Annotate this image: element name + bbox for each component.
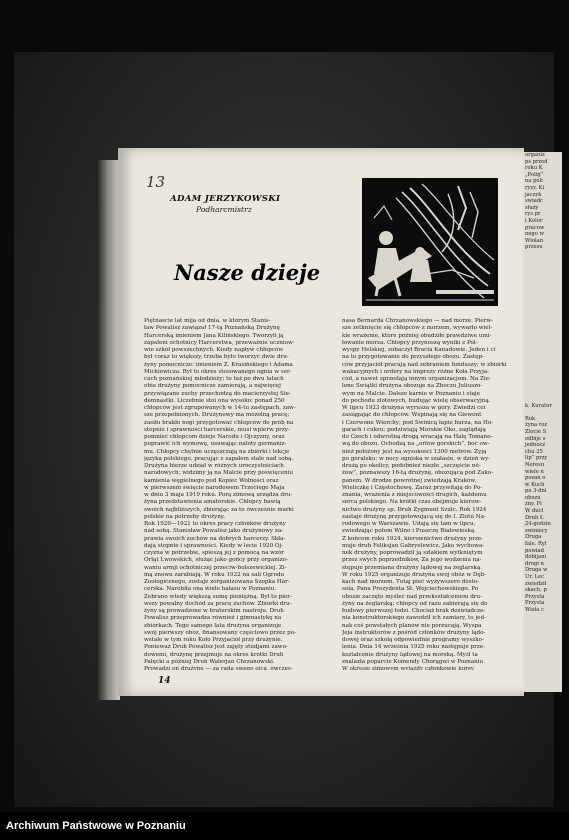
body-text-line: wakacyjnych i ordery na imprezy różne Koła Przyja- [342, 368, 490, 375]
facing-page-text-line [522, 284, 562, 291]
facing-page-text-line: zwiedził [525, 580, 547, 587]
body-text-line: sola, Pana Prezydenta St. Wojciechowskiego. Po [342, 586, 479, 593]
facing-page-text-line [522, 323, 562, 330]
facing-page-text-line: Przysta [525, 593, 545, 600]
body-text-line: kie wrażenie, które później obudziło prawdziwe umi- [342, 332, 492, 339]
facing-page-text-line [522, 389, 562, 396]
article-title: Nasze dzieje [174, 260, 321, 285]
body-text-line: kamienia węgielnego pod Kopiec Wolności oraz [144, 477, 279, 484]
body-text-line: lone Świątki drużyna obozuje na Zboczu Juliuszo- [342, 383, 483, 390]
body-text-line: prawia swoich zuchów na dobrych harcerzy. Skła- [144, 535, 286, 542]
body-text-line: wyspy Helskiej, zobaczył Bracia Kanadowie. Jeden i ci [342, 347, 496, 353]
body-text-line: czyzna w potrzebie, spieszą jej z pomocą na wzór [144, 550, 284, 556]
facing-page-text-line [522, 277, 562, 284]
facing-page-text-line [522, 258, 562, 265]
body-text-line: znania, wrażenia z miejscowości drugich, każdemu [342, 492, 487, 498]
facing-page-text-line [522, 337, 562, 344]
body-text-line: ciół, a nawet sprzedają innym organizacjom. Na Zie- [342, 376, 491, 382]
facing-page-text-line: k. Kurator [525, 402, 552, 409]
body-text-line: przywiązane zuchy przechodzą do macierzystej Sie- [144, 390, 291, 397]
body-text-line: nad sobą. Stanisław Powalisz jako drużynowy za- [144, 528, 284, 535]
book-spine [98, 160, 120, 700]
body-text-line: Zebrano wtedy większą sumę pieniężną. Był to pier- [144, 593, 292, 600]
body-text-line: ców przyjaciół pracują nad zebraniem funduszy; w zbiórki [342, 361, 507, 368]
facing-page-text-line: pozan o [525, 475, 546, 482]
body-text-line: muje druh Feliksjan Gabryelewicz. Jako wychowa- [342, 542, 485, 549]
body-text-line: mu. Chłopcy chętnie uczęszczają na zbiórki i lekcje [144, 448, 290, 455]
facing-page-text-line: Druga [525, 534, 542, 541]
body-text-line: na to przygotowanie do przyszłego obozu. Zastęp- [342, 354, 484, 361]
facing-page-text-line [522, 370, 562, 377]
body-text-line: Prowadzi on drużynę — za radą swego ojca, ówczes- [144, 666, 293, 670]
facing-page-text-line: skach, p [525, 587, 547, 594]
body-text-line: drużą po okolicy, podobnież niezłe „szczęście nó- [342, 463, 481, 469]
body-text-line: w pierwszem święcie narodowem Trzeciego Maja [144, 484, 285, 491]
facing-page-text-line: Przysta [525, 600, 545, 607]
woodcut-illustration [362, 178, 498, 306]
body-text-line: Piętnaście lat mija od dnia, w którym Stanis- [144, 318, 271, 324]
facing-page-text-line: 24-godzin [525, 521, 551, 528]
body-text-line: lenia. Dnia 14 września 1925 roku następuje prze- [342, 644, 485, 651]
facing-page-text-line: obozu [525, 494, 541, 501]
body-text-line: cach poznańskiej młodzieży; to też po dwu latach [144, 376, 284, 382]
body-text-line: garach i cukru; podziwiają Morskie Oko, zaglądają [342, 426, 486, 433]
body-text-line: dowej oraz szkolą odpowiednie programy wyszko- [342, 637, 484, 643]
body-text-line: panem. W drodze powrotnej zwiedzają Kraków, [342, 477, 477, 484]
facing-page-text-line: Ur. Lec [525, 574, 544, 580]
body-text-line: narodowych; widzimy ją na Malcie przy poświęceniu [144, 470, 294, 477]
body-text-line: do Czech i odwrotną drogą wracają na Halę Tomano- [342, 434, 493, 440]
facing-page-text-line [522, 317, 562, 324]
facing-page-text-line [522, 396, 562, 403]
facing-page-text-line: zny. Pi [525, 501, 542, 508]
facing-page-text-line: roku K [525, 165, 543, 172]
body-text-line: zapaleni ochotnicy Harcerstwa, przeważnie uczniow- [144, 339, 295, 346]
facing-page-text-line: Druga w [525, 567, 548, 574]
body-text-line: zasiągając do chłopców. Wspinają się na Giewont [342, 412, 482, 419]
facing-page-text-line: Druh Ł [525, 514, 544, 521]
body-text-line: poprawić ich wymowę, usuwając naloty germaniz- [144, 441, 287, 448]
facing-page-text-line: ryzy. Ki [525, 184, 545, 191]
body-text-line: wym na Malcie. Dalsze karnie w Poznaniu i staje [342, 390, 480, 397]
facing-page-text-line: chu 25 [525, 448, 543, 455]
body-text-line: znalazła poparcie Komendy Chorągwi w Poznaniu [342, 658, 484, 665]
facing-page-text-line: zwiniecy [525, 527, 548, 534]
body-text-line: po góralsku: w nocy ogniska w szałasie, w dzień wy- [342, 455, 491, 462]
body-text-line: nictwo drużyny sp. Druh Zygmunt Szulc. Rok 1924 [342, 506, 487, 513]
body-text-line: kształcenie drużyny lądowej na morską. Myśl ta [342, 651, 478, 658]
facing-page-text-line: po 3-dni [525, 488, 547, 495]
body-text-line: do pochodu zlotowych, budując wielę obserwacyjną. [342, 397, 491, 404]
text-column-left [144, 318, 324, 670]
facing-page-text-line [522, 264, 562, 271]
body-text-line: W okresie zimowym wyjazdy członkowie kursy, [342, 666, 475, 670]
body-text-line: przez swych poprzedników. Za jego wodzenia na- [342, 557, 482, 564]
facing-page-text-line: żyna roz [525, 422, 548, 429]
facing-page-text-line: powiad [525, 547, 544, 554]
facing-page [522, 152, 562, 692]
facing-page-text-line [522, 343, 562, 350]
article-author: ADAM JERZYKOWSKI [170, 194, 281, 204]
document-page [118, 148, 524, 696]
body-text-line: pomnieć chłopcom dzieje Narodu i Ojczyzny, oraz [144, 434, 285, 440]
body-text-line: Powalisz przeprowadza również i gimnastykę na [144, 615, 282, 622]
body-text-line: żów”, poznawszy 16-tą drużynę, obozującą pod Zako- [342, 470, 494, 477]
facing-page-text-line [522, 271, 562, 278]
body-text-line: Orląt Lwowskich, służąc jako gońcy przy organizo- [144, 557, 288, 564]
body-text-line: obozie zaczęto myśleć nad przekształceniem dru- [342, 593, 482, 600]
facing-page-text-line: W ducł [525, 508, 544, 515]
body-text-line: Pałęcki a później Druh Walerjan Chrzanowski. [144, 658, 275, 665]
body-text-line: Drużyna bierze udział w różnych uroczystościach [144, 463, 284, 469]
facing-page-text-line [522, 376, 562, 383]
body-text-line: Z końcem roku 1924, kierownictwo drużyny prze- [342, 535, 484, 542]
body-text-line: stępuje przemiana drużyny lądowej na żeglarską. [342, 564, 483, 571]
body-text-line: cerska. Narobiła ona wiele hałasu w Poznaniu. [144, 586, 277, 593]
facing-page-text-line [522, 350, 562, 357]
facing-page-text-line: drogi n [525, 560, 544, 567]
body-text-line: W roku 1925 organizuje drużyna swój obóz w Dęb- [342, 571, 487, 578]
author-role: Podharcmistrz [196, 205, 252, 214]
facing-page-text-line: rys pr [525, 211, 541, 218]
facing-page-text-line: przesu [525, 244, 543, 251]
body-text-line: polskie na potrzeby drużyny. [144, 513, 225, 520]
facing-page-text-line: pracow [525, 224, 545, 231]
facing-page-text-line: lip” przy [525, 455, 548, 462]
body-text-line: w dniu 3 maja 1919 roku. Porą zimową urządza dru- [144, 492, 293, 498]
facing-page-text-line [522, 409, 562, 416]
body-text-line: nak coś powstałych planów nie porzucają. Wyspa [342, 622, 482, 629]
facing-page-text-line: Rok [525, 415, 536, 422]
facing-page-text-line: jaczyk [525, 191, 542, 198]
body-text-line: Ponieważ Druh Powalisz jest zajęty studjami zawo- [144, 644, 288, 651]
body-text-line: Wieliczkę i Częstochowę. Zaraz przywitają do Po- [342, 484, 483, 491]
facing-page-text-line [522, 330, 562, 337]
facing-page-text-line [522, 304, 562, 311]
body-text-line: Zoologicznego, zostaje zorganizowana Szopka Har- [144, 579, 290, 585]
facing-page-text-line: swiadc [525, 198, 544, 205]
body-text-line: żyny na żeglarską; chłopcy od razu zabierają się do [342, 600, 488, 607]
body-text-line: wie szkół powszechnych. Kiedy napływ chłopców [144, 347, 284, 353]
facing-page-text-line: wiele n [525, 468, 544, 475]
handwritten-page-mark: 13 [146, 173, 166, 191]
facing-page-text-line: w Kuch [525, 481, 545, 488]
facing-page-text-line [522, 383, 562, 390]
body-text-line: swój pierwszy obóz, finansowany częściowo przez po- [144, 629, 296, 636]
page-number: 14 [158, 676, 171, 686]
facing-page-text-line: jednocz [525, 442, 546, 449]
facing-page-text-line: odbije s [525, 435, 546, 442]
body-text-line: stopnie i sprawności harcerskie, musi wpierw przy- [144, 426, 290, 433]
facing-page-text-line [522, 363, 562, 370]
facing-page-text-line: nego w [525, 231, 544, 238]
facing-page-text-line [522, 297, 562, 304]
body-text-line: języka polskiego, pracując z zapałem stale nad sobą. [144, 455, 294, 462]
body-text-line: dowemi, drużynę przejmuje na okres krótki Druh [144, 651, 284, 658]
body-text-line: zastaje drużynę przygotowującą się do I. Zlotu Na- [342, 513, 486, 520]
body-text-line: żyny pomocnicze: imieniem Z. Krasińskiego i Adama [144, 361, 293, 368]
body-text-line: Harcerską imieniem Jana Kilińskiego. Tworzyli ją [144, 332, 284, 339]
body-text-line: swoich najbliższych, zbierając za to ówcześnie marki [144, 506, 294, 513]
body-text-line: wszy powalny dochód za pracę zuchów. Zbiórki dru- [144, 600, 292, 607]
body-text-line: żyny są prowadzone w braterskim nastroju. Druh [144, 608, 284, 614]
body-text-line: waniu armji ochotniczej przeciw-bolszewickiej. Zi- [144, 564, 287, 571]
facing-page-text-line: służy [525, 204, 539, 211]
body-text-line: mą znowu zarabiają. W roku 1922 na sali Ogrodu [144, 571, 285, 578]
body-text-line: wą do obozu. Ochodzą na „orłów górskich”, boć ow- [342, 441, 490, 448]
facing-page-text-line [522, 290, 562, 297]
facing-page-text-line: Zlocie S [525, 428, 547, 435]
body-text-line: Jeja instruktorów z pośród członków drużyny lądo- [342, 629, 486, 636]
body-text-line: serca polskiego. Na krótki czas obejmuje kierow- [342, 499, 482, 506]
facing-page-text-line [522, 310, 562, 317]
body-text-line: zwiedzając potem Wilno i Puszczę Białowieską. [342, 528, 476, 535]
facing-page-text-line: ps przed [525, 158, 548, 165]
body-text-line: budowy pierwszej łodzi. Chociaż brak doświadcze- [342, 608, 486, 614]
body-text-line: był coraz to większy, trzeba było tworzyć dwie dru- [144, 354, 289, 361]
body-text-line: Mickiewicza. Był to okres stosowanego ognia w ser- [144, 368, 292, 375]
body-text-line: kach nad morzem. Tutaj pieć wyżywszero dosto- [342, 579, 480, 585]
body-text-line: chłopców jest zgrupowanych w 14-tu zastępach, zaw- [144, 405, 296, 411]
body-text-line: i Czerwone Wierchy; pod Świnicą łapie burza, na Ho- [342, 419, 494, 426]
archive-footer [0, 812, 569, 840]
body-text-line: zasiłu brakło nogi przygotować chłopców do prób na [144, 419, 294, 426]
facing-page-text-line [522, 251, 562, 258]
body-text-line: nia konstruktorskiego zawodził ich zamiary, to jed- [342, 615, 486, 622]
facing-page-text-line: organiz [525, 152, 545, 158]
body-text-line: rodowego w Warszawie. Udają się tam w lipcu, [342, 521, 476, 527]
facing-page-text-line: i Kolor [525, 217, 543, 224]
body-text-line: żyna przedstawienia amatorskie. Chłopcy bawią [144, 499, 281, 506]
facing-page-text-line: fale. Ryl [525, 541, 547, 548]
body-text-line: sze przepełnionych. Drużynowy ma mozolną pracę; [144, 412, 290, 419]
body-text-line: wstałe w tym roku Koło Przyjaciół przy drużynie. [144, 637, 283, 643]
archive-label: Archiwum Państwowe w Poznaniu [6, 820, 186, 832]
facing-page-text-line [522, 356, 562, 363]
body-text-line: nież połoźony jest na wysokości 1300 metrów. Żyją [342, 448, 487, 455]
body-text-line: Rok 1920—1921 to okres pracy członków drużyny [144, 521, 286, 527]
body-text-line: sze zetknięcie się chłopców z morzem, wywarło wiel- [342, 325, 493, 332]
facing-page-text-line: dobijani [525, 554, 547, 561]
body-text-line: dają stopnie i sprawności. Kiedy w lecie 1920 Oj- [144, 542, 284, 549]
text-column-right [342, 318, 522, 670]
body-text-line: zbiórkach. Tego samego lata drużyna organizuje [144, 622, 282, 629]
facing-page-text-line: Wiolan [525, 237, 544, 244]
body-text-line: obie drużyny pomocnicze zamierają, a najwięcej [144, 383, 281, 390]
body-text-line: W lipcu 1923 drużyna wyrusza w góry. Zwiedzi cei [342, 405, 486, 411]
facing-page-text-line: Wisła c [525, 606, 544, 613]
body-text-line: nek drużyny, poprowadził ją szlakiem wytkniętym [342, 550, 483, 556]
facing-page-text-line: na poli [525, 178, 543, 185]
facing-page-text-line: Neresu [525, 461, 545, 468]
body-text-line: łowanie morza. Chłopcy przynoszą wyniki z Pol- [342, 339, 478, 346]
body-text-line: ław Powalisz zawiązał 17-tą Poznańską Drużynę [144, 325, 280, 332]
facing-page-text-line: „Polig“ [525, 171, 544, 178]
body-text-line: nasa Bernarda Chrzanowskiego — nad morze. Pierw- [342, 318, 494, 324]
woodcut-graphic [362, 178, 498, 306]
body-text-line: demnastki. Liczebnie stoi ona wysoko: ponad 250 [144, 397, 285, 404]
